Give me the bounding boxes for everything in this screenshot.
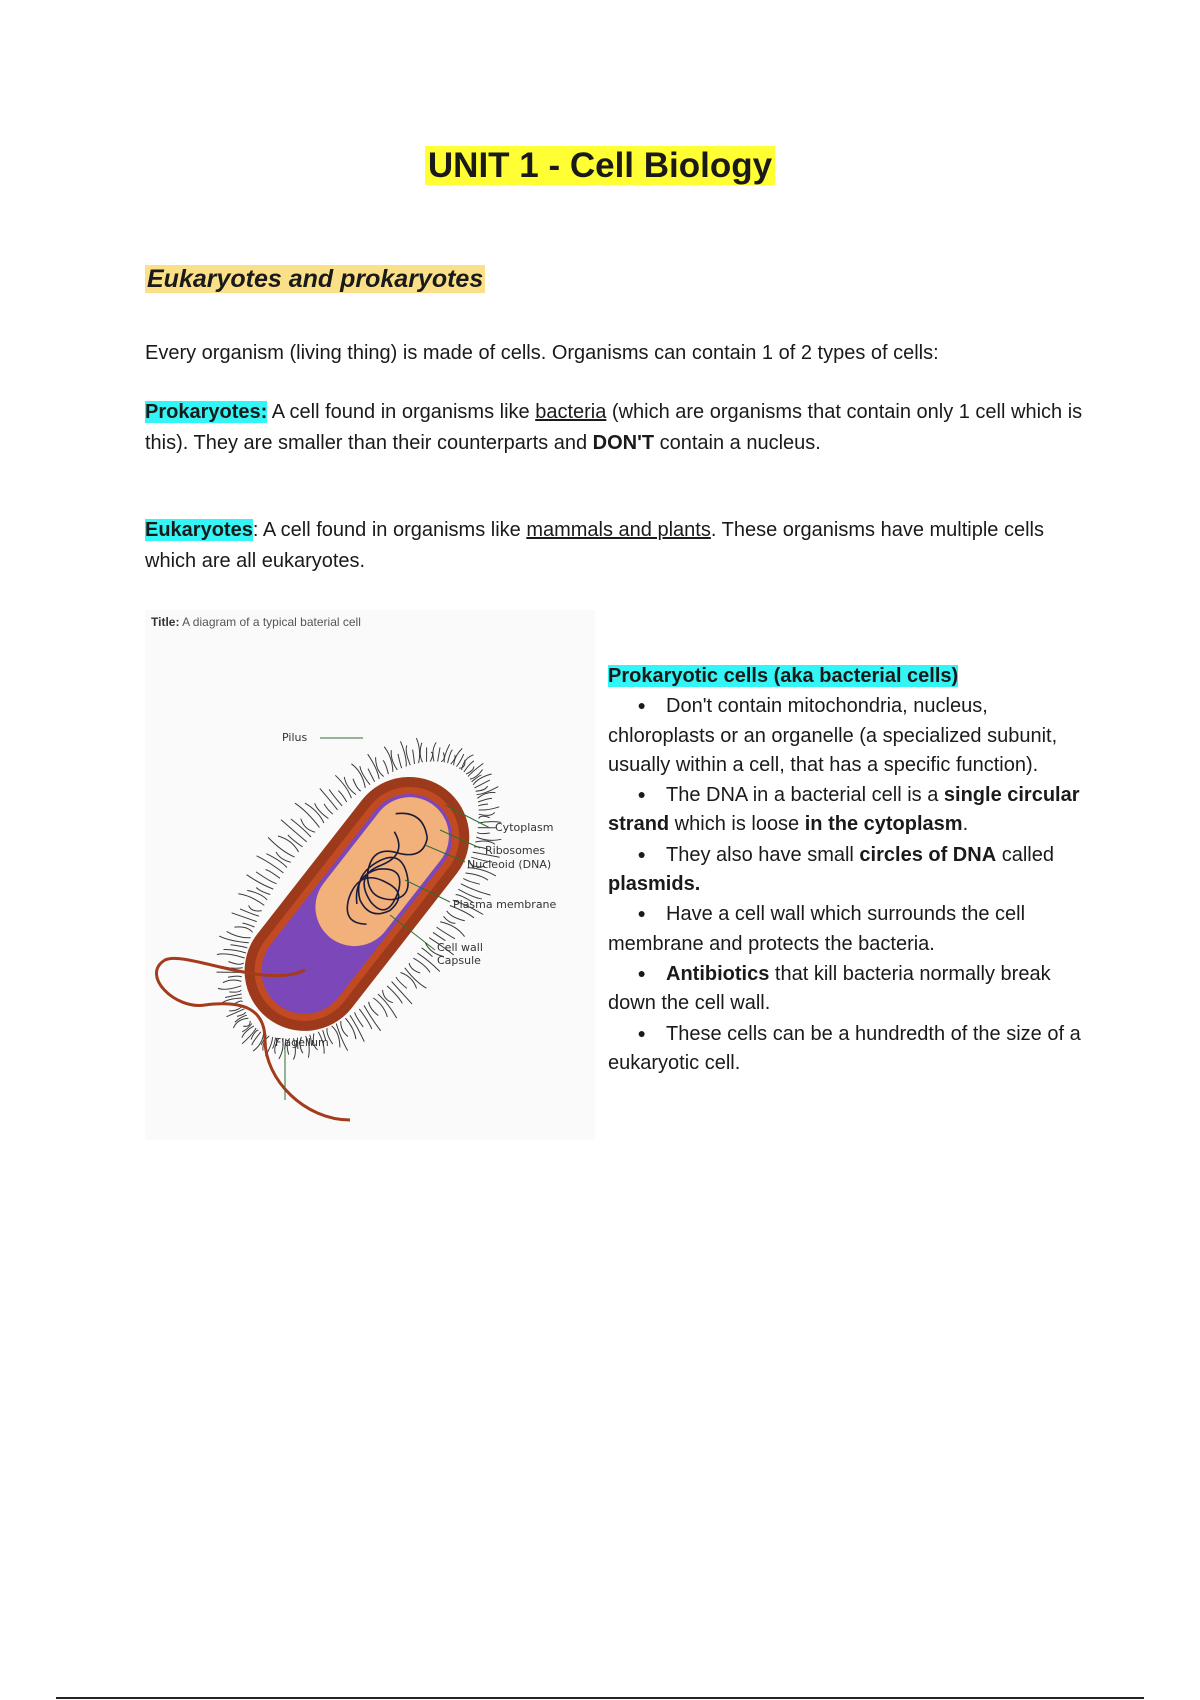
pilus-label: Pilus: [282, 731, 308, 744]
pilus-hair: [238, 894, 264, 906]
pilus-hair: [266, 870, 280, 879]
bullet-item: ● The DNA in a bacterial cell is a single circular strand which is loose in the cytoplasm.: [608, 780, 1088, 840]
prokaryotes-paragraph: Prokaryotes: A cell found in organisms like bacteria (which are organisms that contain only 1 cell which is this). They are smaller than their counterparts and DON'T contain a nucleus.: [145, 401, 1083, 454]
bullet-item: ● Don't contain mitochondria, nucleus, chloroplasts or an organelle (a specialized subunit, usually within a cell, that has a specific function).: [608, 691, 1088, 780]
bullet-icon: ●: [637, 964, 646, 981]
pilus-hair: [249, 905, 262, 911]
pilus-hair: [225, 994, 242, 998]
footer-divider: [56, 1697, 1144, 1699]
pilus-hair: [396, 977, 407, 988]
pilus-hair: [223, 980, 242, 983]
bullet-item: ● Antibiotics that kill bacteria normally break down the cell wall.: [608, 959, 1088, 1019]
pilus-hair: [401, 973, 417, 989]
pilus-hair: [268, 837, 295, 857]
pilus-hair: [368, 769, 375, 782]
pilus-hair: [335, 775, 351, 798]
pilus-hair: [242, 923, 254, 927]
pilus-hair: [227, 931, 251, 937]
bullet-icon: ●: [637, 905, 646, 922]
pilus-hair: [368, 754, 380, 779]
pilus-hair: [478, 798, 492, 802]
pilus-hair: [413, 750, 415, 764]
pilus-hair: [301, 819, 315, 833]
pilus-hair: [468, 763, 483, 776]
pilus-hair: [251, 1030, 258, 1040]
pilus-hair: [378, 994, 397, 1018]
pilus-hair: [440, 922, 465, 937]
pilus-hair: [477, 792, 495, 798]
pilus-hair: [324, 804, 333, 814]
pilus-hair: [409, 963, 420, 973]
pilus-hair: [433, 932, 445, 940]
pilus-hair: [401, 741, 407, 766]
pilus-hair: [387, 986, 402, 1004]
pilus-hair: [338, 791, 346, 802]
bullet-icon: ●: [637, 786, 646, 803]
pilus-hair: [243, 1021, 250, 1026]
pilus-hair: [240, 909, 259, 916]
pilus-hair: [416, 738, 419, 763]
pilus-hair: [430, 752, 432, 761]
cytoplasm-label: Cytoplasm: [495, 821, 554, 834]
pilus-hair: [383, 760, 388, 774]
pilus-hair: [229, 990, 241, 992]
pilus-hair: [479, 812, 495, 815]
pilus-hair: [234, 927, 252, 932]
pilus-hair: [332, 1026, 340, 1048]
pilus-hair: [466, 873, 489, 880]
pilus-hair: [228, 962, 243, 965]
capsule-label: Capsule: [437, 954, 481, 967]
bullet-icon: ●: [637, 845, 646, 862]
pilus-hair: [447, 911, 465, 921]
bacterial-cell-diagram: [145, 610, 595, 1140]
intro-paragraph: Every organism (living thing) is made of cells. Organisms can contain 1 of 2 types of cells:: [145, 342, 939, 364]
pilus-hair: [420, 743, 422, 763]
pilus-hair: [315, 803, 329, 818]
mammals-plants-underlined: mammals and plants: [526, 519, 711, 541]
eukaryotes-paragraph: Eukaryotes: A cell found in organisms like mammals and plants. These organisms have multiple cells which are all eukaryotes.: [145, 519, 1044, 572]
pilus-hair: [217, 954, 245, 958]
pilus-hair: [247, 875, 274, 889]
bullet-item: ● They also have small circles of DNA called plasmids.: [608, 840, 1088, 900]
pilus-hair: [224, 949, 246, 953]
pilus-hair: [479, 807, 500, 810]
nucleoid-label: Nucleoid (DNA): [467, 858, 552, 871]
pilus-hair: [320, 788, 338, 810]
ribosomes-label: Ribosomes: [485, 844, 546, 857]
pilus-hair: [228, 976, 242, 977]
pilus-hair: [291, 819, 311, 837]
pilus-hair: [477, 832, 490, 833]
pilus-hair: [344, 777, 356, 795]
pilus-hair: [476, 837, 501, 840]
bullet-icon: ●: [637, 1024, 646, 1041]
pilus-hair: [341, 1021, 348, 1037]
bacterial-cell-figure: [145, 610, 595, 1140]
bullet-item: ● These cells can be a hundredth of the size of a eukaryotic cell.: [608, 1019, 1088, 1079]
cell-wall-label: Cell wall: [437, 941, 483, 954]
pilus-hair: [438, 747, 440, 761]
pilus-hair: [433, 742, 436, 761]
pilus-hair: [353, 779, 361, 791]
page-title: UNIT 1 - Cell Biology: [0, 144, 1200, 188]
pilus-hair: [359, 1009, 372, 1029]
pilus-hair: [398, 754, 402, 768]
pilus-hair: [422, 948, 433, 957]
pilus-hair: [463, 878, 480, 884]
pilus-hair: [266, 854, 287, 868]
bullet-item: ● Have a cell wall which surrounds the cell membrane and protects the bacteria.: [608, 899, 1088, 959]
pilus-hair: [218, 986, 241, 990]
prokaryotic-cells-notes: [608, 662, 1088, 1078]
bullet-icon: ●: [637, 697, 646, 714]
pilus-hair: [406, 745, 410, 765]
prokaryotic-heading: Prokaryotic cells (aka bacterial cells): [608, 665, 959, 687]
figure-title: Title: A diagram of a typical baterial cell: [151, 615, 361, 629]
plasma-membrane-label: Plasma membrane: [453, 898, 557, 911]
pilus-hair: [376, 757, 384, 776]
section-heading: Eukaryotes and prokaryotes: [147, 265, 484, 293]
bacteria-underlined: bacteria: [535, 401, 607, 423]
pilus-hair: [473, 774, 492, 785]
pilus-hair: [257, 856, 284, 873]
pilus-hair: [369, 1002, 379, 1016]
pilus-hair: [478, 804, 488, 806]
pilus-hair: [448, 750, 453, 763]
prokaryotes-term: Prokaryotes:: [145, 401, 268, 423]
eukaryotes-term: Eukaryotes: [145, 519, 253, 541]
flagellum-label: Flagellum: [275, 1036, 329, 1049]
pilus-hair: [231, 945, 248, 948]
pilus-hair: [444, 916, 456, 923]
pilus-hair: [252, 1032, 261, 1045]
pilus-hair: [479, 816, 490, 818]
